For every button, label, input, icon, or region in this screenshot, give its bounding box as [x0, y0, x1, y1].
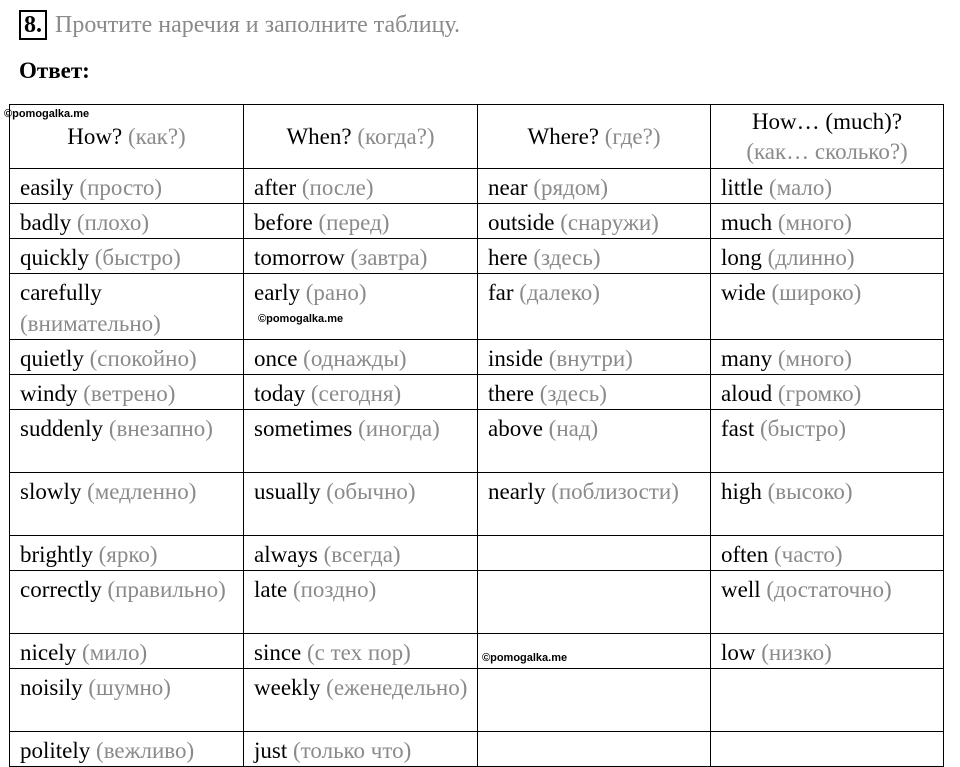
- adverb-russian: (обычно): [326, 479, 416, 504]
- adverb-russian: (внутри): [548, 346, 633, 371]
- cell-where: [478, 169, 711, 204]
- cell-how: [10, 732, 244, 767]
- adverb-russian: (низко): [761, 640, 832, 665]
- adverb-russian: (достаточно): [766, 577, 892, 602]
- adverb-english: tomorrow: [254, 245, 345, 270]
- cell-where: [478, 204, 711, 239]
- cell-when: [244, 375, 478, 410]
- cell-where: [478, 732, 711, 767]
- cell-when: [244, 239, 478, 274]
- adverb-russian: (сегодня): [310, 381, 402, 406]
- cell-when: [244, 204, 478, 239]
- cell-how: [10, 473, 244, 536]
- adverb-english: carefully: [20, 280, 102, 305]
- adverb-russian: (шумно): [88, 675, 171, 700]
- adverb-english: suddenly: [20, 416, 104, 441]
- adverb-english: always: [254, 542, 318, 567]
- cell-how-much: [711, 536, 944, 571]
- table-row: [10, 410, 944, 473]
- adverb-russian: (рано): [305, 280, 367, 305]
- adverb-russian: (много): [777, 346, 852, 371]
- adverb-english: high: [721, 479, 762, 504]
- adverb-russian: (снаружи): [560, 210, 659, 235]
- cell-how: [10, 536, 244, 571]
- adverb-english: near: [488, 175, 528, 200]
- adverb-english: aloud: [721, 381, 773, 406]
- adverb-russian: (медленно): [87, 479, 197, 504]
- adverb-russian: (после): [301, 175, 374, 200]
- adverb-english: outside: [488, 210, 555, 235]
- table-row: [10, 204, 944, 239]
- adverb-russian: (над): [548, 416, 599, 441]
- adverb-english: many: [721, 346, 773, 371]
- adverb-english: quietly: [20, 346, 84, 371]
- adverb-english: before: [254, 210, 313, 235]
- adverb-english: here: [488, 245, 528, 270]
- cell-where: [478, 536, 711, 571]
- cell-when: [244, 274, 478, 340]
- cell-when: [244, 634, 478, 669]
- table-header-row: [10, 105, 944, 169]
- cell-when: [244, 410, 478, 473]
- adverb-english: there: [488, 381, 534, 406]
- adverb-english: often: [721, 542, 769, 567]
- cell-where: [478, 473, 711, 536]
- adverb-russian: (мало): [768, 175, 833, 200]
- cell-how-much: [711, 340, 944, 375]
- cell-how-much: [711, 410, 944, 473]
- adverb-russian: (перед): [318, 210, 390, 235]
- cell-when: [244, 473, 478, 536]
- cell-how-much: [711, 571, 944, 634]
- cell-when: [244, 536, 478, 571]
- adverb-russian: (быстро): [759, 416, 846, 441]
- adverb-english: late: [254, 577, 288, 602]
- adverb-english: sometimes: [254, 416, 353, 441]
- cell-how-much: [711, 169, 944, 204]
- adverb-english: slowly: [20, 479, 82, 504]
- adverb-english: well: [721, 577, 761, 602]
- adverb-russian: (много): [777, 210, 852, 235]
- cell-how-much: [711, 669, 944, 732]
- cell-where: [478, 274, 711, 340]
- task-heading: [19, 10, 460, 40]
- adverb-english: today: [254, 381, 306, 406]
- adverb-russian: (правильно): [107, 577, 226, 602]
- adverb-english: nearly: [488, 479, 546, 504]
- adverb-russian: (здесь): [533, 245, 601, 270]
- cell-how-much: [711, 274, 944, 340]
- adverb-russian: (часто): [774, 542, 843, 567]
- cell-how: [10, 375, 244, 410]
- table-row: [10, 169, 944, 204]
- adverb-russian: (широко): [771, 280, 862, 305]
- cell-when: [244, 571, 478, 634]
- adverb-english: usually: [254, 479, 321, 504]
- watermark-top: ©pomogalka.me: [4, 108, 90, 120]
- adverb-russian: (ярко): [98, 542, 158, 567]
- cell-when: [244, 169, 478, 204]
- adverb-russian: (ветрено): [83, 381, 176, 406]
- adverb-russian: (вежливо): [96, 738, 195, 763]
- answer-label: Ответ:: [19, 58, 90, 83]
- adverb-russian: (поздно): [292, 577, 377, 602]
- cell-how: [10, 571, 244, 634]
- watermark-bottom: ©pomogalka.me: [482, 652, 568, 664]
- task-number: 8.: [19, 10, 47, 40]
- cell-when: [244, 732, 478, 767]
- adverb-english: much: [721, 210, 773, 235]
- adverb-russian: (мило): [81, 640, 148, 665]
- adverb-russian: (внезапно): [108, 416, 213, 441]
- cell-how: [10, 169, 244, 204]
- cell-how-much: [711, 204, 944, 239]
- adverb-english: wide: [721, 280, 766, 305]
- cell-how-much: [711, 473, 944, 536]
- adverb-english: quickly: [20, 245, 89, 270]
- table-row: [10, 536, 944, 571]
- adverb-english: far: [488, 280, 514, 305]
- adverb-english: fast: [721, 416, 755, 441]
- cell-how-much: [711, 239, 944, 274]
- adverb-russian: (просто): [79, 175, 163, 200]
- adverb-russian: (далеко): [519, 280, 600, 305]
- adverb-russian: (спокойно): [89, 346, 197, 371]
- adverb-english: since: [254, 640, 302, 665]
- adverb-russian: (иногда): [358, 416, 440, 441]
- table-row: [10, 340, 944, 375]
- table-row: [10, 274, 944, 340]
- cell-how: [10, 340, 244, 375]
- table-row: [10, 732, 944, 767]
- adverb-russian: (еженедельно): [326, 675, 468, 700]
- adverb-english: little: [721, 175, 764, 200]
- adverb-english: nicely: [20, 640, 77, 665]
- cell-how: [10, 669, 244, 732]
- adverb-english: noisily: [20, 675, 83, 700]
- cell-where: [478, 571, 711, 634]
- adverb-english: low: [721, 640, 756, 665]
- cell-where: [478, 375, 711, 410]
- adverbs-table: [9, 104, 944, 767]
- adverb-russian: (однажды): [303, 346, 407, 371]
- cell-when: [244, 340, 478, 375]
- watermark-middle: ©pomogalka.me: [258, 313, 344, 325]
- adverb-english: politely: [20, 738, 91, 763]
- adverb-russian: (завтра): [350, 245, 428, 270]
- table-row: [10, 239, 944, 274]
- adverb-english: brightly: [20, 542, 93, 567]
- cell-how: [10, 410, 244, 473]
- adverb-russian: (здесь): [539, 381, 607, 406]
- header-how: How? (как?): [10, 105, 244, 169]
- cell-where: [478, 239, 711, 274]
- cell-how: [10, 239, 244, 274]
- adverb-russian: (громко): [777, 381, 862, 406]
- adverb-russian: (только что): [292, 738, 412, 763]
- cell-how-much: [711, 375, 944, 410]
- adverb-russian: (длинно): [767, 245, 855, 270]
- cell-how: [10, 274, 244, 340]
- adverb-russian: (быстро): [94, 245, 181, 270]
- cell-where: [478, 410, 711, 473]
- adverb-russian: (высоко): [767, 479, 853, 504]
- task-instruction: Прочтите наречия и заполните таблицу.: [55, 11, 461, 38]
- adverb-russian: (плохо): [76, 210, 150, 235]
- table-row: [10, 571, 944, 634]
- adverb-russian: (рядом): [533, 175, 609, 200]
- cell-when: [244, 669, 478, 732]
- table-row: [10, 375, 944, 410]
- cell-where: [478, 669, 711, 732]
- adverb-russian: (поблизости): [551, 479, 679, 504]
- adverb-english: above: [488, 416, 543, 441]
- cell-how: [10, 634, 244, 669]
- adverb-english: just: [254, 738, 288, 763]
- header-where: Where? (где?): [478, 105, 711, 169]
- adverb-english: windy: [20, 381, 78, 406]
- cell-how: [10, 204, 244, 239]
- adverb-english: easily: [20, 175, 74, 200]
- header-when: When? (когда?): [244, 105, 478, 169]
- adverb-english: long: [721, 245, 762, 270]
- adverb-russian: (всегда): [323, 542, 401, 567]
- table-row: [10, 669, 944, 732]
- adverb-english: weekly: [254, 675, 321, 700]
- adverb-english: correctly: [20, 577, 102, 602]
- adverb-russian: (с тех пор): [307, 640, 411, 665]
- table-row: [10, 634, 944, 669]
- adverb-russian: (внимательно): [20, 311, 161, 336]
- adverb-english: once: [254, 346, 298, 371]
- cell-how-much: [711, 634, 944, 669]
- adverb-english: badly: [20, 210, 72, 235]
- adverb-english: early: [254, 280, 300, 305]
- cell-where: [478, 340, 711, 375]
- adverb-english: inside: [488, 346, 543, 371]
- header-how-much: How… (much)? (как… сколько?): [711, 105, 944, 169]
- adverb-english: after: [254, 175, 297, 200]
- cell-how-much: [711, 732, 944, 767]
- table-row: [10, 473, 944, 536]
